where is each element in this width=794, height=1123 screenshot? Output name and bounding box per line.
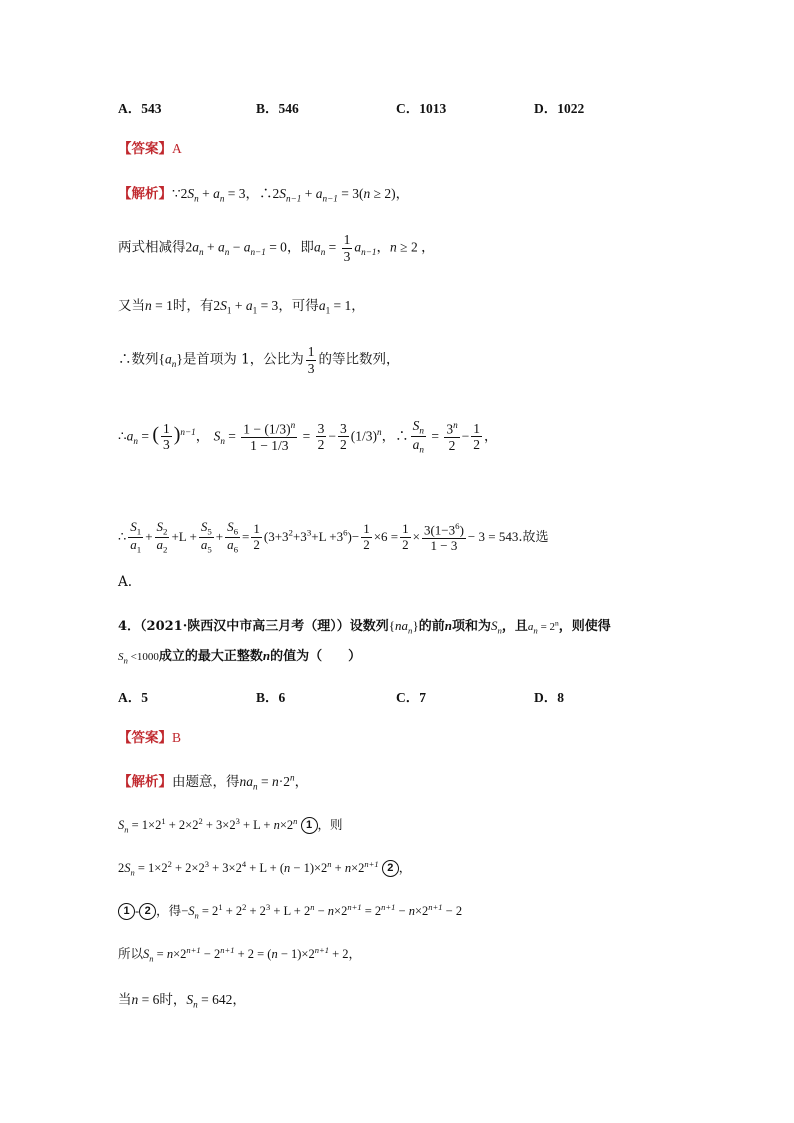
text: 又当	[118, 298, 145, 314]
text: 当	[118, 992, 132, 1008]
q3-analysis-line-1: 【解析】$\because 2S_n + a_n = 3$，$\therefore 2S_{n-1} + a_{n-1} = 3(n \ge 2)$，	[118, 186, 410, 204]
text: ，则	[317, 817, 343, 832]
q3-analysis-line-7: A.	[118, 574, 133, 590]
text: ，则使得	[558, 619, 611, 634]
q4-option-d: D．8	[534, 690, 564, 705]
text: 两式相减得	[118, 239, 186, 256]
answer-value: A	[172, 141, 182, 156]
circled-2-icon: 2	[382, 860, 399, 877]
text: n	[444, 618, 452, 633]
text: ，得	[156, 903, 182, 918]
circled-1-icon: 1	[118, 903, 135, 920]
q3-analysis-line-5: $\therefore a_n$ = ( $\frac{1}{3}$ )$^{n-1}$， $S_n$ = $\frac{1 - (1/3)^n}{1 - 1/3}$ = $\frac{3}{2}$ − $\frac{3}{2}$ $(1/3)^n$，∴ $\frac{S_n}{a_n}$ = $\frac{3^n}{2}$ − $\frac{1}{2}$ ，	[118, 418, 498, 455]
answer-tag: 【答案】	[118, 730, 172, 746]
analysis-tag: 【解析】	[118, 186, 172, 202]
text: .故选	[518, 529, 549, 545]
q4-analysis-line-5: 所以$S_n = n\times 2^{n+1} - 2^{n+1} + 2 = (n - 1)\times 2^{n+1} + 2$，	[118, 944, 362, 964]
q3-option-b: B．546	[256, 101, 299, 116]
q4-answer-line	[118, 726, 181, 746]
text: 是首项为 1，公比为	[182, 351, 304, 368]
text: 所以	[118, 946, 144, 961]
text: ，可得	[278, 298, 319, 314]
q3-answer-line	[118, 137, 182, 157]
q3-option-c: C．1013	[396, 101, 447, 116]
text: 的前	[418, 619, 445, 634]
q3-analysis-line-4: ∴数列$\{a_n\}$是首项为 1，公比为 $\frac{1}{3}$ 的等比数列，	[118, 344, 400, 376]
text: 的值为（ ）	[270, 649, 362, 664]
text: 的等比数列，	[318, 351, 400, 368]
q4-analysis-line-1: 【解析】由题意，得$na_n = n\cdot 2^n$，	[118, 772, 309, 792]
q4-option-b: B．6	[256, 690, 286, 705]
q4-analysis-line-2: $S_n = 1\times 2^1 + 2\times 2^2 + 3\times 2^3 + L + n\times 2^n$ 1 ，则	[118, 815, 343, 835]
text: 项和为	[451, 619, 491, 634]
q3-analysis-line-2: 两式相减得$2a_n + a_n - a_{n-1} = 0$，即$a_n$ = $\frac{1}{3}$ $a_{n-1}$，n ≥ 2 ，	[118, 232, 435, 264]
text: ，即	[286, 239, 314, 256]
q4-option-c: C．7	[396, 690, 426, 705]
circled-1-icon: 1	[301, 817, 318, 834]
text: ，∴	[245, 186, 273, 202]
text: ∴数列	[118, 351, 159, 368]
q3-option-d: D．1022	[534, 101, 585, 116]
q4-stem-line-2: $S_n <1000$成立的最大正整数n的值为（ ）	[118, 648, 362, 666]
q4-analysis-line-6: 当n = 6时，$S_n = 642$，	[118, 992, 246, 1010]
q4-analysis-line-4: 1 - 2 ，得$-S_n = 2^1 + 2^2 + 2^3 + L + 2^n - n\times 2^{n+1} = 2^{n+1} - n\times 2^{n+1} - 2$	[118, 901, 462, 921]
text: 时，有	[172, 298, 214, 314]
q4-option-a: A．5	[118, 690, 148, 705]
answer-tag: 【答案】	[118, 141, 172, 157]
q3-option-a: A．543	[118, 101, 162, 116]
text: 时，	[159, 992, 187, 1008]
text: 4．（2021·陕西汉中市高三月考（理））设数列	[118, 619, 389, 634]
text: ，且	[501, 619, 528, 634]
analysis-tag: 【解析】	[118, 774, 172, 790]
text: n	[262, 648, 271, 663]
q4-stem-line-1: 4．（2021·陕西汉中市高三月考（理））设数列$\{na_n\}$的前n项和为$S_n$，且$a_n = 2^n$，则使得	[118, 618, 611, 636]
answer-value: B	[172, 730, 182, 745]
q3-analysis-line-6: ∴ $\frac{S_1}{a_1}$ + $\frac{S_2}{a_2}$ +L + $\frac{S_5}{a_5}$ + $\frac{S_6}{a_6}$ = $\frac{1}{2}$ $(3+3^2+3^3+L +3^6)-$ $\frac{1}{2}$ ×6 = $\frac{1}{2}$ × $\frac{3(1-3^6)}{1 - 3}$ − 3 = 543.故选	[118, 519, 549, 555]
circled-2-icon: 2	[139, 903, 156, 920]
text: 由题意，得	[172, 774, 240, 790]
text: 成立的最大正整数	[158, 649, 263, 664]
q4-analysis-line-3: $2S_n = 1\times 2^2 + 2\times 2^3 + 3\times 2^4 + L + (n - 1)\times 2^n + n\times 2^{n+1}$ 2 ，	[118, 858, 412, 878]
q3-analysis-line-3: 又当n = 1时，有$2S_1 + a_1 = 3$，可得$a_1 = 1$，	[118, 298, 365, 316]
